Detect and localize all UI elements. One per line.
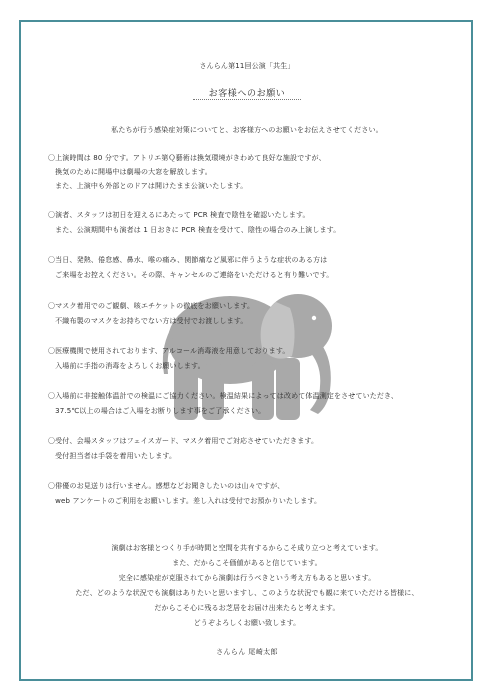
- notice-line: また、上演中も外部とのドアは開けたまま公演いたします。: [48, 182, 248, 190]
- notice-line: 換気のために開場中は劇場の大窓を解放します。: [48, 168, 212, 176]
- notice-line: 入場前に手指の消毒をよろしくお願いします。: [48, 362, 205, 370]
- notice-line: 〇当日、発熱、倦怠感、鼻水、喉の痛み、関節痛など風邪に伴うような症状のある方は: [48, 256, 328, 264]
- page-title: お客様へのお願い: [208, 89, 286, 99]
- notice-line: 〇演者、スタッフは初日を迎えるにあたって PCR 検査で陰性を確認いたします。: [48, 211, 310, 219]
- notice-line: 受付担当者は手袋を着用いたします。: [48, 452, 177, 460]
- notice-line: 〇俳優のお見送りは行いません。感想などお聞きしたいのは山々ですが、: [48, 482, 285, 490]
- notice-line: 〇医療機関で使用されております、アルコール消毒液を用意しております。: [48, 347, 290, 355]
- closing-line: 演劇はお客様とつくり手が時間と空間を共有するからこそ成り立つと考えています。: [111, 544, 383, 552]
- production-title: さんらん第11回公演「共生」: [199, 62, 295, 70]
- closing-line: ただ、どのような状況でも演劇はありたいと思いますし、このような状況でも観に来ていただける皆様に、: [75, 589, 419, 597]
- closing-line: どうぞよろしくお願い致します。: [193, 619, 301, 627]
- notice-line: 37.5℃以上の場合はご入場をお断りします事をご了承ください。: [48, 407, 266, 415]
- closing-line: だからこそ心に残るお芝居をお届け出来たらと考えます。: [154, 604, 340, 612]
- notice-line: 〇マスク着用でのご観劇、咳エチケットの徹底をお願いします。: [48, 302, 255, 310]
- title-underline: [193, 99, 301, 101]
- notice-line: 〇入場前に非接触体温計での検温にご協力ください。検温結果によっては改めて体温測定をさせていただき、: [48, 392, 399, 400]
- signature: さんらん 尾崎太郎: [216, 648, 278, 656]
- closing-line: また、だからこそ価値があると信じています。: [172, 559, 322, 567]
- notice-line: 〇上演時間は 80 分です。アトリエ第Ｑ藝術は換気環境がきわめて良好な施設ですが、: [48, 154, 326, 162]
- intro-text: 私たちが行う感染症対策についてと、お客様方へのお願いをお伝えさせてください。: [111, 126, 383, 134]
- notice-line: ご来場をお控えください。その際、キャンセルのご連絡をいただけると有り難いです。: [48, 271, 334, 279]
- notice-line: 不織布製のマスクをお持ちでない方は受付でお渡しします。: [48, 317, 248, 325]
- notice-line: 〇受付、会場スタッフはフェイスガード、マスク着用でご対応させていただきます。: [48, 437, 319, 445]
- notice-line: web アンケートのご利用をお願いします。差し入れは受付でお預かりいたします。: [48, 497, 322, 505]
- notice-line: また、公演期間中も演者は 1 日おきに PCR 検査を受けて、陰性の場合のみ上演します。: [48, 226, 341, 234]
- closing-line: 完全に感染症が克服されてから演劇は行うべきという考え方もあると思います。: [118, 574, 376, 582]
